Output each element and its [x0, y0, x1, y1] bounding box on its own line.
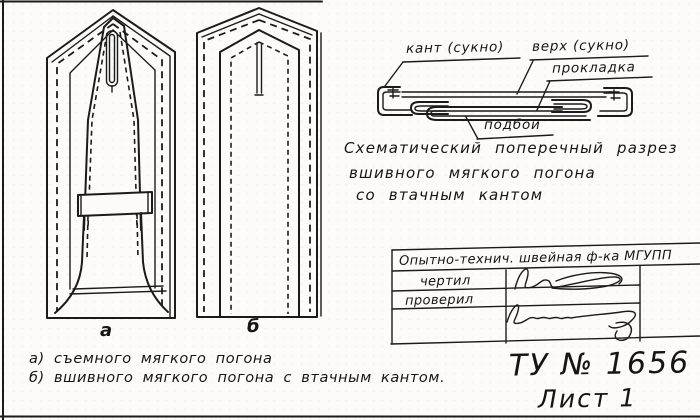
- figure-a-letter: а: [100, 320, 113, 341]
- sheet-number: Лист 1: [537, 383, 638, 414]
- title-block-row1-label: чертил: [419, 273, 471, 290]
- title-block-row2-label: проверил: [404, 292, 474, 309]
- note-line-a: а) съемного мягкого погона: [29, 351, 273, 367]
- figure-a-drawing: [47, 10, 175, 318]
- caption-line-3: со втачным кантом: [356, 186, 544, 204]
- label-prokladka: прокладка: [551, 59, 636, 77]
- label-kant: кант (сукно): [405, 39, 505, 57]
- left-cap-hatch: [388, 88, 399, 98]
- caption-line-1: Схематический поперечный разрез: [344, 139, 678, 157]
- doc-number: ТУ № 1656: [508, 345, 691, 384]
- caption-line-2: вшивного мягкого погона: [349, 164, 596, 182]
- signature-proveril: [507, 305, 635, 340]
- label-verh: верх (сукно): [531, 37, 631, 55]
- note-line-b: б) вшивного мягкого погона с втачным кантом.: [29, 370, 446, 386]
- label-podboy: подбой: [484, 117, 541, 133]
- title-block-org: Опытно-технич. швейная ф-ка МГУПП: [398, 248, 673, 269]
- figure-b-letter: б: [247, 316, 260, 337]
- figure-b-drawing: [197, 8, 321, 317]
- right-cap-hatch: [609, 90, 620, 100]
